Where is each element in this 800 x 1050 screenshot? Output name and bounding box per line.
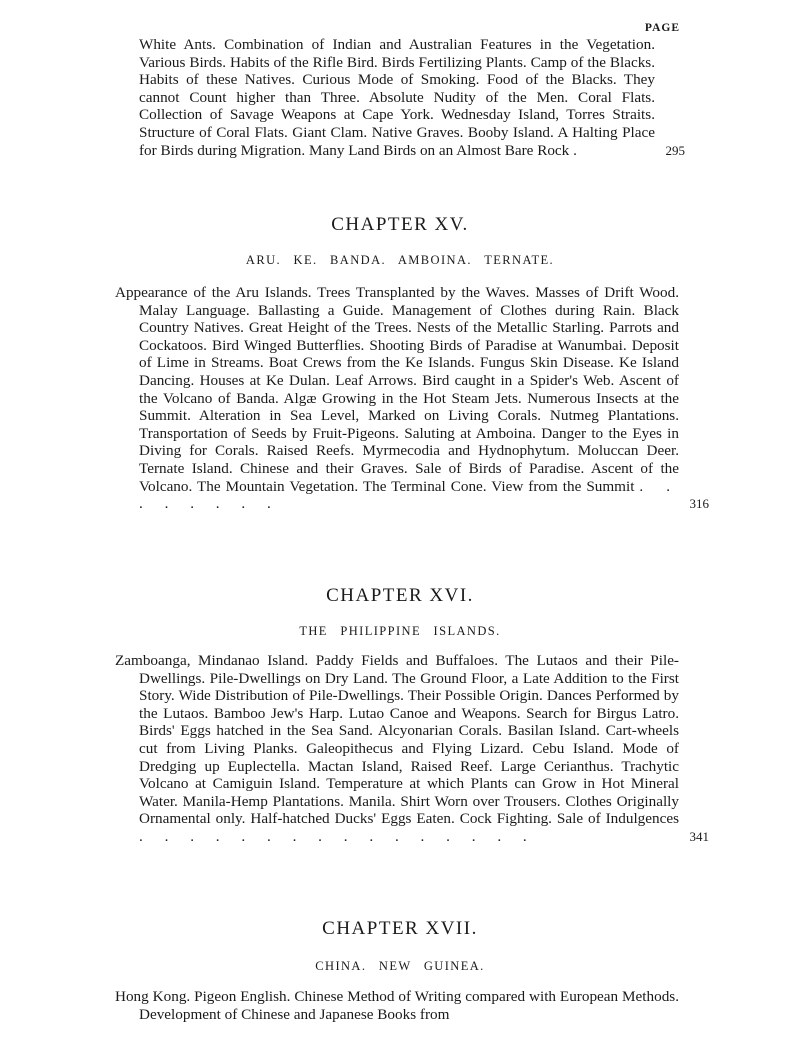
chapter-xv-contents	[115, 284, 709, 513]
chapter-xvi-contents	[115, 652, 709, 846]
dot-leader: . . . . . . . . . . . . . . . .	[139, 827, 536, 845]
chapter-xiv-contents	[139, 36, 685, 159]
page-number: 316	[689, 496, 709, 512]
contents-text: Zamboanga, Mindanao Island. Paddy Fields and Buffaloes. The Lutaos and their Pile-Dwellings. Pile-Dwellings on Dry Land. The Ground Floor, a Late Addition to the First Story. Wide Distribution of Pile-Dwellings. Their Possible Origin. Dances Performed by the Lutaos. Bamboo Jew's Harp. Lutao Canoe and Weapons. Search for Birgus Latro. Birds' Eggs hatched in the Sea Sand. Alcyonarian Corals. Basilan Island. Cart-wheels cut from Living Planks. Galeopithecus and Flying Lizard. Cebu Island. Mode of Dredging up Euplectella. Mactan Island, Raised Reef. Large Cerianthus. Trachytic Volcano at Camiguin Island. Temperature at which Plants can Grow in Hot Mineral Water. Manila-Hemp Plantations. Manila. Shirt Worn over Trousers. Clothes Originally Ornamental only. Half-hatched Ducks' Eggs Eaten. Cock Fighting. Sale of Indulgences	[115, 652, 679, 828]
dot-leader: .	[573, 141, 586, 159]
page-number: 341	[689, 828, 709, 844]
page-number: 295	[665, 142, 685, 158]
contents-text: Appearance of the Aru Islands. Trees Transplanted by the Waves. Masses of Drift Wood. Malay Language. Ballasting a Guide. Management of Clothes during Rain. Black Country Natives. Great Height of the Trees. Nests of the Metallic Starling. Parrots and Cockatoos. Bird Winged Butterflies. Shooting Birds of Paradise at Wanumbai. Deposit of Lime in Streams. Boat Crews from the Ke Islands. Fungus Skin Disease. Ke Island Dancing. Houses at Ke Dulan. Leaf Arrows. Bird caught in a Spider's Web. Ascent of the Volcano of Banda. Algæ Growing in the Hot Steam Jets. Numerous Insects at the Summit. Alteration in Sea Level, Marked on Living Corals. Nutmeg Plantations. Transportation of Seeds by Fruit-Pigeons. Saluting at Amboina. Danger to the Eyes in Diving for Corals. Raised Reefs. Myrmecodia and Hydnophytum. Moluccan Deer. Ternate Island. Chinese and their Graves. Sale of Birds of Paradise. Ascent of the Volcano. The Mountain Vegetation. The Terminal Cone. View from the Summit	[115, 284, 679, 495]
page-column-label: PAGE	[644, 22, 680, 34]
chapter-title: CHAPTER XVI.	[326, 585, 474, 606]
chapter-subtitle: THE PHILIPPINE ISLANDS.	[299, 624, 501, 638]
chapter-title: CHAPTER XV.	[331, 214, 469, 235]
dot-leader: . . . . . . . .	[139, 477, 680, 513]
chapter-xvii-contents	[115, 988, 679, 1023]
chapter-subtitle: CHINA. NEW GUINEA.	[315, 959, 485, 973]
chapter-title: CHAPTER XVII.	[322, 918, 478, 939]
chapter-subtitle: ARU. KE. BANDA. AMBOINA. TERNATE.	[245, 253, 555, 267]
contents-text: White Ants. Combination of Indian and Australian Features in the Vegetation. Various Birds. Habits of the Rifle Bird. Birds Fertilizing Plants. Camp of the Blacks. Habits of these Natives. Curious Mode of Smoking. Food of the Blacks. They cannot Count higher than Three. Absolute Nudity of the Men. Coral Flats. Collection of Savage Weapons at Cape York. Wednesday Island, Torres Straits. Structure of Coral Flats. Giant Clam. Native Graves. Booby Island. A Halting Place for Birds during Migration. Many Land Birds on an Almost Bare Rock	[139, 36, 655, 159]
contents-text: Hong Kong. Pigeon English. Chinese Method of Writing compared with European Methods. Development of Chinese and Japanese Books from	[115, 988, 679, 1023]
